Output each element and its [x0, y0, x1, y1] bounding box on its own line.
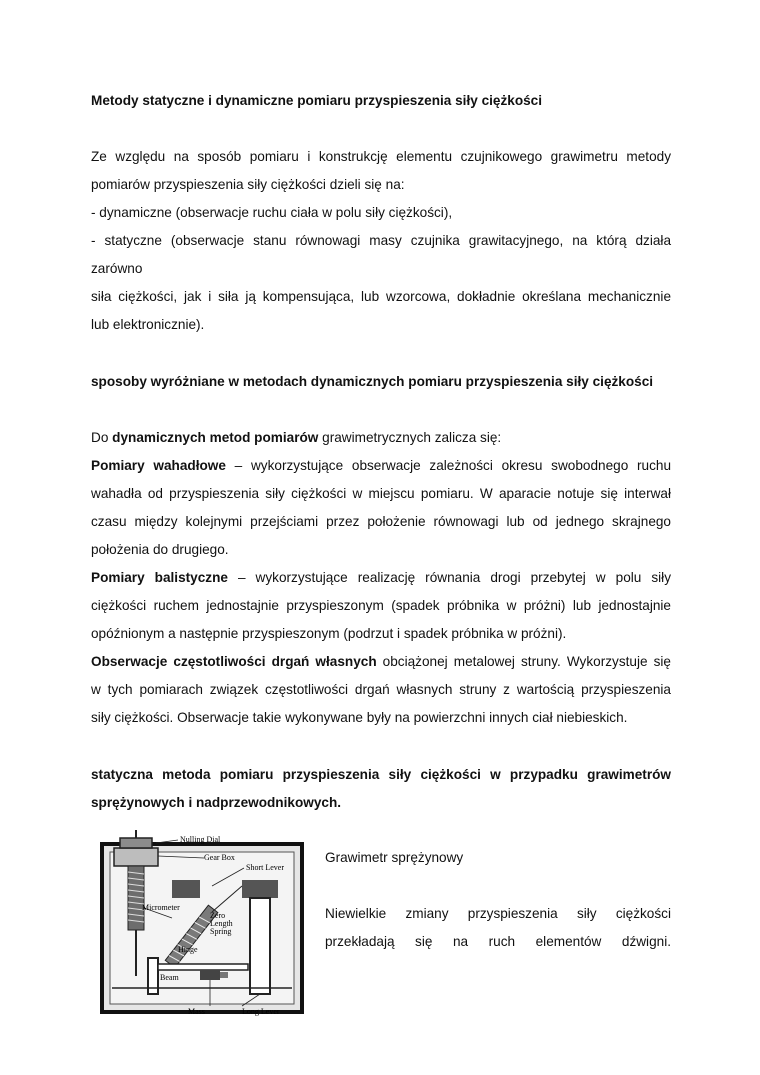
ballistic-text-1: – wykorzystujące realizację równania drogi przebytej w polu siły	[227, 570, 671, 585]
pendulum-line-2: wahadła od przyspieszenia siły ciężkości w miejscu pomiaru. W aparacie notuje się interwał	[91, 486, 671, 501]
intro-paragraph	[91, 143, 671, 339]
caption-line-2: przekładają się na ruch elementów dźwigni.	[325, 934, 671, 949]
pendulum-line-1	[91, 452, 671, 480]
string-text-1: obciążonej metalowej struny. Wykorzystuje się	[376, 654, 671, 669]
intro-line-7: lub elektronicznie).	[91, 317, 205, 332]
intro-line-5: zarówno	[91, 261, 143, 276]
label-length: Length	[210, 919, 233, 928]
top-block-left	[172, 880, 200, 898]
intro-line-4: - statyczne (obserwacje stanu równowagi masy czujnika grawitacyjnego, na którą działa	[91, 233, 671, 248]
label-hinge: Hinge	[178, 945, 198, 954]
document-title	[91, 87, 671, 115]
label-micrometer: Micrometer	[142, 903, 180, 912]
label-nulling-dial: Nulling Dial	[180, 835, 221, 844]
intro-line-6: siła ciężkości, jak i siła ją kompensująca, lub wzorcowa, dokładnie określana mechanicznie	[91, 289, 671, 304]
label-gear-box: Gear Box	[204, 853, 235, 862]
intro-line-2: pomiarów przyspieszenia siły ciężkości dzieli się na:	[91, 177, 405, 192]
beam	[158, 964, 248, 970]
ballistic-line-2: ciężkości ruchem jednostajnie przyspieszonym (spadek próbnika w próżni) lub jednostajnie	[91, 598, 671, 613]
top-block-right	[242, 880, 278, 898]
string-term: Obserwacje częstotliwości drgań własnych	[91, 654, 377, 669]
caption-title-text: Grawimetr sprężynowy	[325, 850, 464, 865]
ballistic-line-1	[91, 564, 671, 592]
gravimeter-diagram	[92, 826, 314, 1022]
dynamic-intro-bold: dynamicznych metod pomiarów	[112, 430, 319, 445]
label-beam: Beam	[160, 973, 179, 982]
heading-dynamic-text: sposoby wyróżniane w metodach dynamicznych pomiaru przyspieszenia siły ciężkości	[91, 374, 654, 389]
dynamic-section	[91, 424, 671, 732]
pendulum-term: Pomiary wahadłowe	[91, 458, 226, 473]
label-zero: Zero	[210, 911, 226, 920]
ballistic-term: Pomiary balistyczne	[91, 570, 228, 585]
intro-line-3: - dynamiczne (obserwacje ruchu ciała w polu siły ciężkości),	[91, 205, 453, 220]
string-line-3: siły ciężkości. Obserwacje takie wykonywane były na powierzchni innych ciał niebieskich.	[91, 710, 628, 725]
label-mass: Mass	[188, 1007, 205, 1016]
heading-static-line-1: statyczna metoda pomiaru przyspieszenia siły ciężkości w przypadku grawimetrów	[91, 767, 671, 782]
ballistic-line-3: opóźnionym a następnie przyspieszonym (podrzut i spadek próbnika w próżni).	[91, 626, 567, 641]
nulling-dial	[120, 838, 152, 848]
pendulum-line-4: położenia do drugiego.	[91, 542, 229, 557]
title-text: Metody statyczne i dynamiczne pomiaru przyspieszenia siły ciężkości	[91, 93, 543, 108]
label-short-lever: Short Lever	[246, 863, 284, 872]
heading-static-line-2: sprężynowych i nadprzewodnikowych.	[91, 795, 342, 810]
pendulum-text-1: – wykorzystujące obserwacje zależności okresu swobodnego ruchu	[225, 458, 672, 473]
long-lever	[250, 898, 270, 994]
dynamic-intro-line	[91, 424, 671, 452]
caption-line-1: Niewielkie zmiany przyspieszenia siły ciężkości	[325, 906, 671, 921]
dynamic-intro-pre: Do	[91, 430, 113, 445]
figure-caption-title	[325, 844, 671, 872]
heading-dynamic	[91, 368, 671, 396]
dynamic-intro-post: grawimetrycznych zalicza się:	[318, 430, 502, 445]
label-long-lever: Long Lever	[242, 1007, 280, 1016]
gear-box	[114, 848, 158, 866]
heading-static	[91, 761, 671, 817]
figure-caption-body	[325, 900, 671, 956]
label-spring: Spring	[210, 927, 232, 936]
string-line-1	[91, 648, 671, 676]
gravimeter-svg	[92, 826, 314, 1022]
intro-line-1: Ze względu na sposób pomiaru i konstrukcję elementu czujnikowego grawimetru metody	[91, 149, 671, 164]
pendulum-line-3: czasu między kolejnymi przejściami przez położenie równowagi lub od jednego skrajnego	[91, 514, 671, 529]
string-line-2: w tych pomiarach związek częstotliwości drgań własnych struny z wartością przyspieszenia	[91, 682, 671, 697]
mass	[200, 970, 220, 980]
